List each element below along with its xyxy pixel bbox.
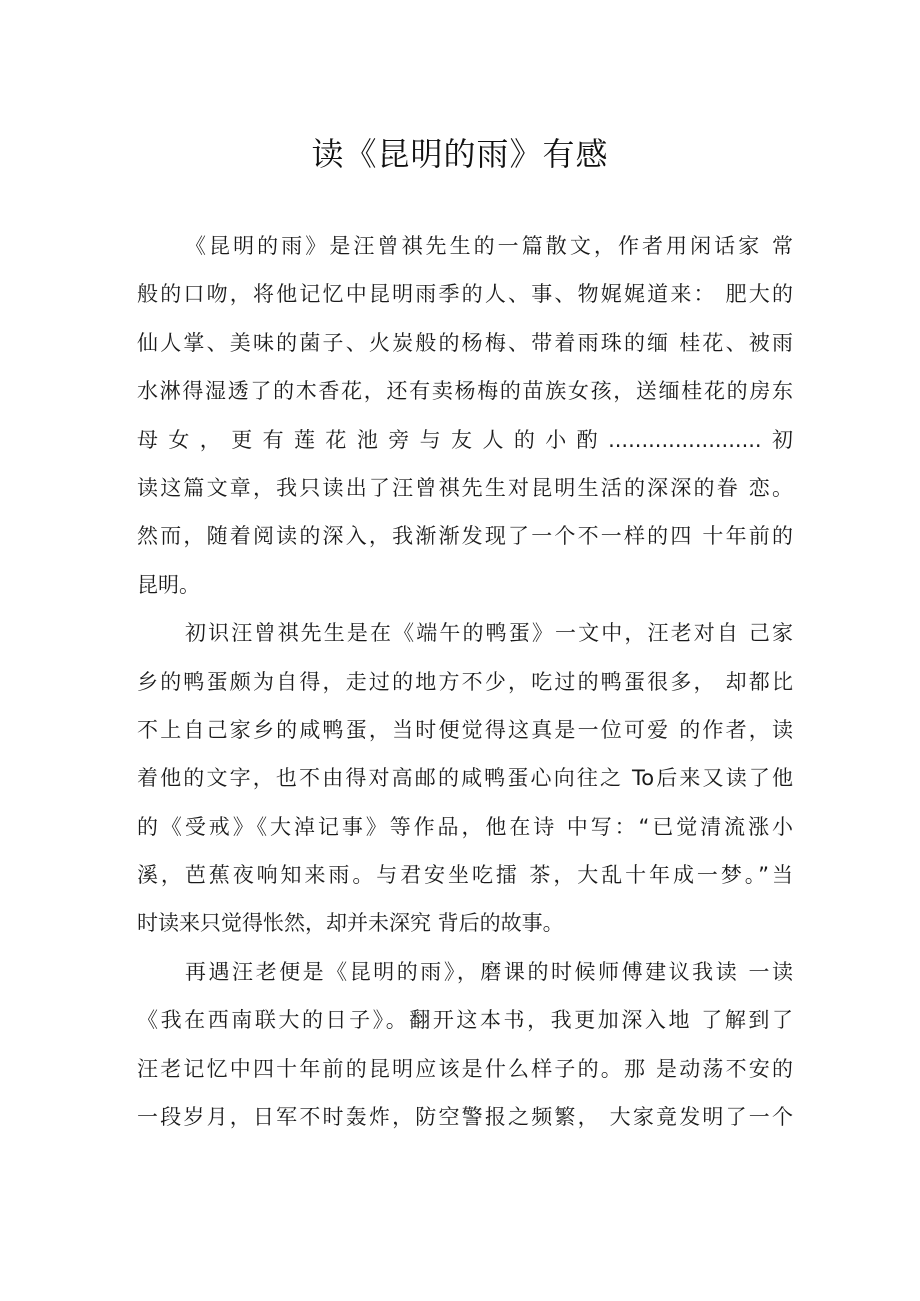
text-line: 着他的文字，也不由得对高邮的咸鸭蛋心向往之 To后来又读了他 (137, 766, 793, 791)
text-line: 水淋得湿透了的木香花，还有卖杨梅的苗族女孩，送缅桂花的房东 (137, 379, 793, 404)
text-line: 《我在西南联大的日子》。翻开这本书，我更加深入地 了解到了 (137, 1008, 793, 1033)
text-line: 《昆明的雨》是汪曾祺先生的一篇散文，作者用闲话家 常 (185, 234, 793, 258)
paragraph-2 (137, 609, 793, 948)
text-line: 乡的鸭蛋颇为自得，走过的地方不少，吃过的鸭蛋很多， 却都比 (137, 669, 793, 694)
text-line: 溪，芭蕉夜响知来雨。与君安坐吃擂 茶，大乱十年成一梦。”当 (137, 863, 793, 888)
paragraph-3 (137, 948, 793, 1142)
paragraph-1 (137, 222, 793, 609)
text-line: 一段岁月，日军不时轰炸，防空警报之频繁， 大家竟发明了一个 (137, 1105, 793, 1130)
text-line: 母女，更有莲花池旁与友人的小酌.......................初 (137, 427, 793, 452)
text-line: 然而，随着阅读的深入，我渐渐发现了一个不一样的四 十年前的 (137, 524, 793, 549)
text-line: 仙人掌、美味的菌子、火炭般的杨梅、带着雨珠的缅 桂花、被雨 (137, 330, 793, 355)
text-line: 再遇汪老便是《昆明的雨》，磨课的时候师傅建议我读 一读 (185, 959, 793, 984)
text-line: 不上自己家乡的咸鸭蛋，当时便觉得这真是一位可爱 的作者，读 (137, 717, 793, 742)
text-line: 汪老记忆中四十年前的昆明应该是什么样子的。那 是动荡不安的 (137, 1056, 793, 1081)
text-line: 的《受戒》《大淖记事》等作品，他在诗 中写：“已觉清流涨小 (137, 814, 793, 839)
text-line: 昆明。 (137, 572, 200, 597)
text-line: 般的口吻，将他记忆中昆明雨季的人、事、物娓娓道来： 肥大的 (137, 282, 793, 307)
document-body (137, 222, 793, 1141)
text-line: 读这篇文章，我只读出了汪曾祺先生对昆明生活的深深的眷 恋。 (137, 475, 793, 500)
document-title: 读《昆明的雨》有感 (311, 135, 609, 173)
text-line: 初识汪曾祺先生是在《端午的鸭蛋》一文中，汪老对自 己家 (185, 621, 793, 646)
text-line: 时读来只觉得怅然，却并未深究 背后的故事。 (137, 911, 564, 936)
